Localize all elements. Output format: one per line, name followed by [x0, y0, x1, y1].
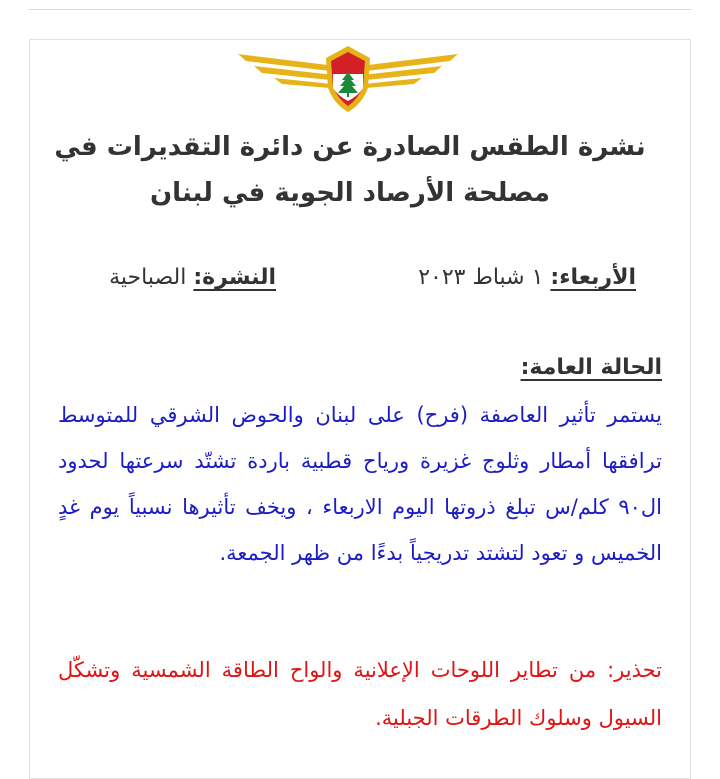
general-situation-heading: الحالة العامة:: [520, 355, 662, 380]
day-label: الأربعاء:: [550, 265, 636, 290]
issue-line: [109, 256, 276, 300]
issue-value: الصباحية: [109, 265, 187, 290]
issue-label: النشرة:: [193, 265, 276, 290]
meteorology-logo-icon: [232, 44, 464, 114]
date-value: ١ شباط ٢٠٢٣: [418, 265, 544, 290]
bulletin-title: نشرة الطقس الصادرة عن دائرة التقديرات في مصلحة الأرصاد الجوية في لبنان: [54, 132, 646, 208]
general-situation-text: يستمر تأثير العاصفة (فرح) على لبنان والحوض الشرقي للمتوسط ترافقها أمطار وثلوج غزيرة ورياح قطبية باردة تشتّد سرعتها لحدود ال٩٠ كلم/س تبلغ ذروتها اليوم الاربعاء ، ويخف تأثيرها نسبياً يوم غدٍ الخميس و تعود لتشتد تدريجياً بدءًا من ظهر الجمعة.: [58, 403, 662, 565]
date-line: [418, 256, 636, 300]
warning-text: تحذير: من تطاير اللوحات الإعلانية والواح الطاقة الشمسية وتشكّل السيول وسلوك الطرقات الجبلية.: [58, 658, 662, 730]
top-divider: [28, 9, 692, 10]
